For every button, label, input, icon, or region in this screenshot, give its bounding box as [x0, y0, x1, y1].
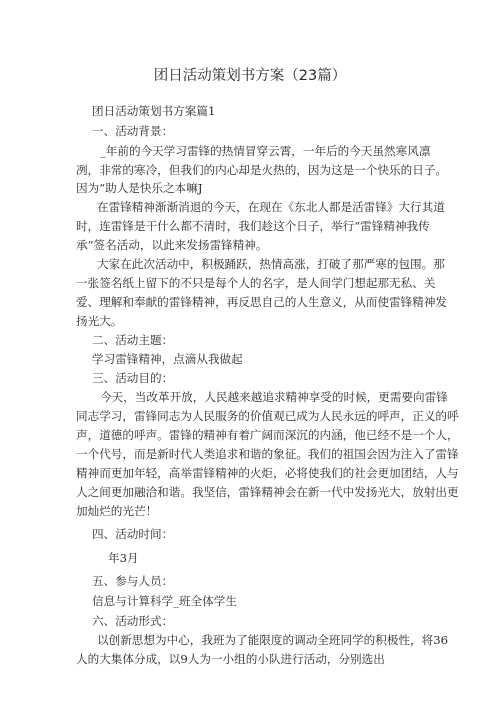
- paragraph-line: 声，道德的呼声。雷锋的精神有着广阔而深沉的内涵，他已经不是一个人，: [76, 428, 459, 442]
- paragraph-line: 冽，非常的寒冷，但我们的内心却是火热的，因为这是一个快乐的日子。: [76, 163, 448, 177]
- heading-activity-purpose: 三、活动目的：: [92, 371, 174, 385]
- paragraph-line: 一张签名纸上留下的不只是每个人的名字，是人间学门想起那无私、关: [76, 276, 436, 290]
- paragraph-line: 信息与计算科学_班全体学生: [92, 594, 237, 608]
- paragraph-line: 时，连雷锋是干什么都不清时，我们趁这个日子，举行“雷锋精神我传: [76, 219, 430, 233]
- paragraph-line: 同志学习，雷锋同志为人民服务的价值观已成为人民永远的呼声，正义的呼: [76, 409, 459, 423]
- paragraph-line: 大家在此次活动中，积极踊跃，热情高涨，打破了那严寒的包围。那: [97, 257, 445, 271]
- paragraph-line: 年3月: [108, 551, 139, 565]
- paragraph-line: 精神而更加年轻，高举雷锋精神的火炬，必将使我们的社会更加团结，人与: [76, 466, 459, 480]
- paragraph-line: 扬光大。: [76, 314, 123, 328]
- paragraph-line: 今天，当改革开放，人民越来越追求精神享受的时候，更需要向雷锋: [100, 390, 448, 404]
- paragraph-line: 因为“助人是快乐之本嘛J: [76, 181, 203, 195]
- section-heading: 团日活动策划书方案篇1: [92, 104, 216, 118]
- paragraph-line: 加灿烂的光芒！: [76, 504, 158, 518]
- paragraph-line: _年前的今天学习雷锋的热情冒穿云霄，一年后的今天虽然寒风凛: [100, 144, 431, 158]
- heading-participants: 五、参与人员：: [92, 574, 174, 588]
- heading-activity-form: 六、活动形式：: [92, 614, 174, 628]
- paragraph-line: 一个代号，而是新时代人类追求和谐的象征。我们的祖国会因为注入了雷锋: [76, 447, 459, 461]
- paragraph-line: 学习雷锋精神，点滴从我做起: [92, 352, 243, 366]
- paragraph-line: 承”签名活动，以此来发扬雷锋精神。: [76, 238, 268, 252]
- paragraph-line: 人的大集体分成，以9人为一小组的小队进行活动，分别选出: [76, 652, 385, 666]
- paragraph-line: 爱、理解和奉献的雷锋精神，再反思自己的人生意义，从而使雷锋精神发: [76, 295, 448, 309]
- paragraph-line: 人之间更加融洽和谐。我坚信，雷锋精神会在新一代中发扬光大，放射出更: [76, 485, 459, 499]
- paragraph-line: 以创新思想为中心，我班为了能限度的调动全班同学的积极性，将36: [97, 633, 448, 647]
- document-title: 团日活动策划书方案（23篇）: [153, 68, 347, 84]
- paragraph-line: 在雷锋精神渐渐消退的今天，在现在《东北人都是活雷锋》大行其道: [97, 200, 445, 214]
- heading-activity-background: 一、活动背景：: [92, 124, 174, 138]
- heading-activity-theme: 二、活动主题：: [92, 333, 174, 347]
- heading-activity-time: 四、活动时间：: [92, 527, 174, 541]
